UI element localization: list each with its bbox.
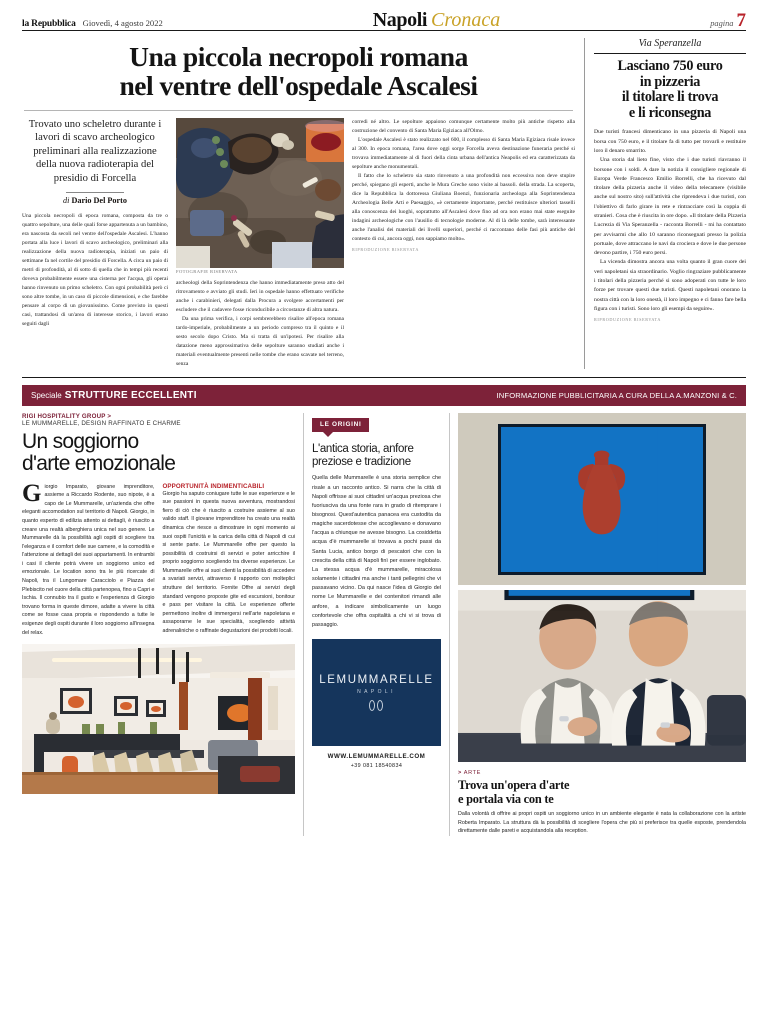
advertorial-right-column	[449, 413, 746, 836]
origini-headline-line1: L'antica storia, anfore	[312, 442, 414, 455]
arte-headline-line1: Trova un'opera d'arte	[458, 778, 570, 793]
interior-photo-graphic	[22, 644, 295, 794]
brand-logo-name: LEMUMMARELLE	[319, 674, 434, 686]
side-headline-line2: in pizzeria	[639, 73, 701, 90]
brand-logo-box	[312, 639, 441, 746]
side-body-p3: La vicenda dimostra ancora una volta quanto il gran cuore dei veri napoletani sia straordinario. Voglio ringraziare pubblicamente i titolari della pizzeria perché si sono adoperati con tutte le loro forze per trovare questi due turisti. Questi napoletani onorano la nostra città con la loro onestà, il loro impegno e ci fanno fare bella figura con i turisti. Sono loro gli esempi da seguire».	[594, 259, 746, 312]
founders-photo	[458, 590, 746, 762]
side-body-p1: Due turisti francesi dimenticano in una pizzeria di Napoli una borsa con 750 euro, e il titolare fa di tutto per trovarli e restituire loro il denaro smarrito.	[594, 129, 746, 154]
main-body-col3	[352, 118, 575, 244]
side-article-body	[594, 128, 746, 314]
brand-subkicker: LE MUMMARELLE, DESIGN RAFFINATO E CHARME	[22, 420, 181, 428]
main-body-col2	[176, 279, 344, 369]
main-body-p2: archeologi della Soprintendenza che hanno immediatamente preso atto del ritrovamento e avviato gli studi. Ieri in ospedale hanno effettuato verifiche anche i carabinieri, delegati dalla Procura a svolgere accertamenti per escludere che il cadavere fosse riconducibile a circostanze di altra natura.	[176, 280, 344, 314]
top-article-block	[22, 30, 746, 369]
main-headline-line2: nel ventre dell'ospedale Ascalesi	[119, 70, 478, 102]
side-kicker-divider	[594, 53, 746, 54]
arte-kicker-arrow: >	[458, 770, 462, 777]
side-headline-line1: Lasciano 750 euro	[617, 58, 723, 74]
side-body-p2: Una storia dal lieto fine, visto che i due turisti riavranno il borsone con i soldi. A dare la notizia il consigliere regionale di Europa Verde Francesco Emilio Borrelli, che ha ricevuto dal titolare della pizzeria anche il video della telecamere (visibile anche sul nostro sito) sull'attività che riprendeva i due turisti, con l'obiettivo di farlo girare in rete e rintracciare così la coppia di stranieri. Cosa che è riuscita in ore dopo. «Il titolare della Pizzeria Lucrezia di Via Speranzella - racconta Borrelli - mi ha contattato per avvisarmi che allo 10 saranno riconsegnati presso la polizia portuale, dove attraccano le navi da crociera e dove le due persone devono partire, i 750 euro persi.	[594, 157, 746, 257]
ad-body-p1: Giorgio Imparato, giovane imprenditore, assieme a Riccardo Rodente, suo nipote, è a capo de Le Mummarelle, un'azienda che offre eleganti accomodation sul territorio di Napoli. Giorgio, in quanto esperto di edilizia attento ai dettagli, è riuscito a creare una realtà alberghiera unica nel suo genere. Le Mummarelle dà la possibilità agli ospiti di scegliere tra l'eleganza e il comfort delle sue camere, e la comodità e l'attenzione ai dettagli dei suoi appartamenti. In entrambi i casi il cliente potrà vivere un soggiorno unico ed emozionale. Le location sono tra le più ricercate di Napoli, tra il Lungomare Caracciolo e Piazza del Plebiscito nel cuore della città partenopea, fino a Capri e Ischia. Il connubio tra il gusto e l'esperienza di Giorgio trovano forma in queste dimore, adatte a vivere la città come se fosse casa propria e rispondendo a tutte le esigenze degli ospiti durante il loro soggiorno all'insegna del relax.	[22, 479, 155, 636]
side-article-headline	[594, 59, 746, 121]
byline-divider	[66, 192, 124, 193]
advertorial-text-col2	[163, 483, 296, 637]
section-name: Cronaca	[431, 9, 501, 31]
side-article	[584, 38, 746, 369]
photo-credit: FOTOGRAFIE RISERVATA	[176, 269, 238, 275]
main-body-p6: Il fatto che lo scheletro sia stato rinvenuto a una profondità non eccessiva non deve stupire perché, spiegano gli esperti, anche le Mura Greche sono visite ai bassoli. della strada. La scoperta, dice la Repubblica la dottoressa Giuliana Boenzi, funzionaria archeologa alla Soprintendenza Archeologia Belle Arti e Paesaggio, «è certamente importante, perché restituisce ulteriori tasselli alla conoscenza dei luoghi, soprattutto all'Ascalesi dove fino ad ora non erano mai state eseguite indagini archeologiche con l'ausilio di tecnologie moderne. Al di là delle tombe, sarà interessante anche l'analisi dei materiali dei livelli superiori, perché ci raccontano delle fasi più antiche del contesto di cui, ancora oggi, non sappiamo molto».	[352, 172, 575, 242]
lead-summary: Trovato uno scheletro durante i lavori di scavo archeologico preliminari alla realizzazione della nuova radioterapia del presidio di Forcella	[28, 118, 162, 185]
main-body-p1: Una piccola necropoli di epoca romana, composta da tre o quattro sepolture, una delle quali forse appartenuta a un bambino, era nascosta da secoli nel ventre dell'ospedale Ascalesi. L'hanno portata alla luce i lavori di scavo archeologico, preliminari alla realizzazione della nuova radioterapia, iniziati un paio di settimane fa nel cortile del presidio di Forcella. A circa un paio di metri di profondità, al di sotto di quella che in tempi più recenti doveva probabilmente essere una cisterna per l'acqua, gli operai hanno rinvenuto un primo scheletro. Con ogni probabilità però ci sono altre tombe, in un caso di piccole dimensioni, e che farebbe pensare al corpo di un giovanissimo. Come previsto in questi casi, trattandosi di un'area di interesse storico, i lavori erano seguiti dagli	[22, 213, 168, 328]
advertorial-text-columns	[22, 479, 295, 637]
main-body-p5: L'ospedale Ascalesi è stato realizzato nel 600, il complesso di Santa Maria Egiziaca risale invece al 300. In epoca romana, l'area dove oggi sorge Forcella aveva destinazione funeraria perché si trovava immediatamente al di fuori della cinta urbana dell'antica Neapolis ed era caratterizzata da sepolture anche monumentali.	[352, 136, 575, 170]
byline-author: Dario Del Porto	[71, 196, 127, 206]
main-article	[22, 38, 584, 369]
amphora-icon	[501, 427, 702, 572]
interior-photo	[22, 644, 295, 794]
byline-prefix: di	[63, 196, 70, 206]
brand-logo-sub: NAPOLI	[357, 689, 396, 695]
arte-headline-line2: e portala via con te	[458, 792, 554, 807]
side-endmark: RIPRODUZIONE RISERVATA	[594, 317, 662, 323]
arte-body	[458, 810, 746, 836]
advertorial-notice: INFORMAZIONE PUBBLICITARIA A CURA DELLA A.MANZONI & C.	[496, 391, 737, 401]
ad-headline-line2: d'arte emozionale	[22, 452, 176, 476]
masthead-right	[710, 11, 746, 30]
advertorial-left-column	[22, 413, 303, 836]
byline	[22, 196, 168, 205]
main-text-column	[352, 118, 575, 369]
brand-kicker: RIGI HOSPITALITY GROUP >	[22, 413, 112, 421]
page-number: 7	[736, 10, 746, 31]
main-body-col1	[22, 212, 168, 329]
side-headline-line4: e li riconsegna	[628, 104, 712, 121]
origini-tag: LE ORIGINI	[312, 418, 369, 432]
amphora-artwork	[458, 413, 746, 585]
advertorial-middle-column	[303, 413, 449, 836]
origini-headline	[312, 443, 441, 470]
arte-kicker-label: ARTE	[463, 770, 481, 777]
ad-subhead: OPPORTUNITÀ INDIMENTICABILI	[162, 482, 265, 490]
brand-website[interactable]: WWW.LEMUMMARELLE.COM	[327, 753, 426, 760]
advertorial-banner-title	[31, 390, 197, 401]
edition-city: Napoli	[372, 9, 428, 31]
ad-headline-line1: Un soggiorno	[22, 430, 139, 454]
origini-body	[312, 474, 441, 630]
page-label: pagina	[710, 19, 734, 28]
publication-date: Giovedì, 4 agosto 2022	[82, 18, 163, 28]
banner-speciale-label: Speciale	[31, 391, 62, 401]
amphora-frame	[498, 424, 705, 575]
advertorial-banner	[22, 385, 746, 406]
brand-telephone[interactable]: +39 081 18540834	[350, 763, 403, 769]
advertorial-section	[22, 377, 746, 836]
founders-photo-graphic	[458, 590, 746, 762]
excavation-photo-column	[176, 118, 344, 369]
amphora-canvas	[501, 427, 702, 572]
main-article-columns	[22, 118, 575, 369]
masthead	[22, 0, 746, 30]
excavation-photo-graphic	[176, 118, 344, 268]
main-body-p4: corredi né altro. Le sepolture appaiono comunque certamente molto più antiche rispetto alla costruzione del convento di Santa Maria Egiziaca all'Olmo.	[352, 118, 575, 134]
lead-column	[22, 118, 168, 369]
advertorial-text-col1	[22, 479, 155, 637]
ad-body-p2: Giorgio ha saputo coniugare tutte le sue esperienze e le sue passioni in questa nuova avventura, mostrandosi fiero di ciò che è riuscito a costruire assieme al suo valido staff. Il giovane imprenditore ha creato una realtà dinamica che riesce a dimostrare in ogni momento ai suoi ospiti l'unicità e la carica della città di Napoli di cui si sente parte. Le Mummarelle offre per questo la possibilità di costruirsi di servizi e poter arricchire il proprio soggiorno scegliendo tra diverse esperienze. Le Mummarelle offre ai suoi clienti la possibilità di accedere a svariati servizi, attraverso il rapporto con molteplici strutture del territorio. Fornite Offre ai servizi degli standard vengono proposte gite ed escursioni, bonitour e pass per visitare la città. Le esperienze offerte permettono inoltre di immergersi nell'arte napoletana e assaporarne le sue specialità, scegliendo attività adrenaliniche o raffinate degustazioni dei prodotti locali.	[162, 490, 295, 634]
advertorial-headline	[22, 431, 295, 476]
arte-headline	[458, 778, 746, 806]
brand-logo-mark-icon	[369, 700, 384, 711]
excavation-photo	[176, 118, 344, 268]
advertorial-columns	[22, 413, 746, 836]
main-headline	[22, 42, 575, 101]
main-endmark: RIPRODUZIONE RISERVATA	[352, 246, 420, 252]
arte-body-p1: Dalla volontà di offrire ai propri ospiti un soggiorno unico in un ambiente elegante è nata la collaborazione con la artiste Roberta Imparato. La struttura dà la possibilità di scegliere l'opera che più si preferisce tra quelle esposte, prendendola direttamente dalle pareti e acquistandola alla reception.	[458, 811, 746, 835]
main-body-p3: Da una prima verifica, i corpi sembrerebbero risalire all'epoca romana tardo-imperiale, probabilmente a un periodo compreso tra il quinto e il sesto secolo dopo Cristo. Ma si tratta di un'ipotesi. Per risalire alla datazione meno approssimativa delle sepolture saranno studiati anche i materiali eventualmente presenti nelle tombe che erano scavate nel terreno, senza	[176, 316, 344, 368]
main-headline-line1: Una piccola necropoli romana	[129, 41, 468, 72]
origini-headline-line2: preziose e tradizione	[312, 456, 411, 469]
side-article-kicker: Via Speranzella	[638, 38, 702, 49]
masthead-center	[163, 9, 710, 32]
headline-divider	[24, 110, 573, 111]
banner-title: STRUTTURE ECCELLENTI	[64, 390, 197, 402]
masthead-left	[22, 18, 163, 29]
origini-body-p1: Quella delle Mummarelle è una storia semplice che risale a un racconto antico. Si narra che la città di Napoli offrisse ai suoi cittadini un'acqua preziosa che fuoriusciva da una fonte rara in grado di ritemprare i bisognosi. Quest'autentica panacea era custodita da magiche sacerdotesse che accoglievano e donavano l'acqua a chiunque ne avesse bisogno. La cosiddetta acqua d'è mummarelle si trovava a pochi passi da Santa Lucia, antico borgo di pescatori che con la crescita della città di Napoli finì per essere inglobato. La stessa acqua d'è mummarelle, miracolosa solamente i cittadini ma anche i tanti pellegrini che vi passavano vicino. Da qui nasce l'idea di Giorgio del nome Le Mummarelle e dei contenitori rimandi alle anfore, a indicare simbolicamente un luogo confortevole che offra ospitalità a chi vi si trova di passaggio.	[312, 475, 441, 628]
publication-logo: la Repubblica	[22, 19, 76, 29]
side-headline-line3: il titolare li trova	[621, 89, 719, 106]
arte-kicker	[458, 770, 746, 776]
